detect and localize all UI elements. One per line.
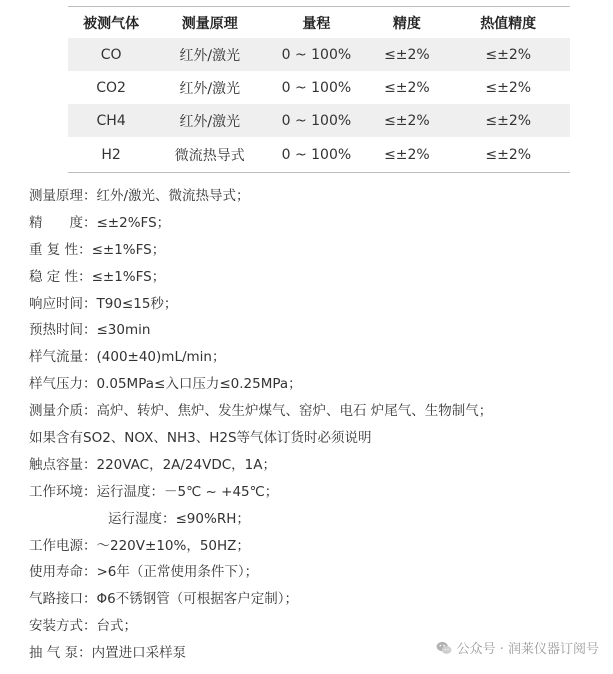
parameter-list (29, 183, 599, 667)
param-value: Φ6不锈钢管（可根据客户定制）； (96, 591, 298, 608)
param-value: ≤±1%FS； (91, 268, 166, 285)
header-heat-accuracy: 热值精度 (446, 7, 570, 39)
table-row (68, 38, 570, 71)
cell-range: 0 ~ 100% (281, 79, 352, 96)
param-repeatability (29, 237, 599, 264)
param-lifetime (29, 559, 599, 586)
cell-accuracy: ≤±2% (384, 79, 430, 96)
table-row (68, 104, 570, 137)
cell-accuracy: ≤±2% (367, 38, 446, 71)
wechat-icon (436, 640, 452, 656)
cell-principle: 红外/激光 (154, 104, 265, 137)
header-principle: 测量原理 (154, 7, 265, 39)
cell-principle: 微流热导式 (154, 137, 265, 173)
cell-range: 0 ~ 100% (265, 137, 367, 173)
param-contact-capacity (29, 452, 599, 479)
param-label: 预热时间： (29, 322, 97, 339)
cell-heat-accuracy: ≤±2% (446, 104, 570, 137)
cell-accuracy: ≤±2% (367, 104, 446, 137)
watermark-text: 公众号 · 润莱仪器订阅号 (456, 642, 599, 657)
param-humidity (29, 506, 599, 533)
param-value: 内置进口采样泵 (91, 645, 187, 662)
param-value: 红外/激光、微流热导式； (96, 188, 250, 204)
param-value: T90≤15秒； (96, 295, 178, 312)
cell-range: 0 ~ 100% (265, 104, 367, 137)
param-label: 精 度： (29, 214, 97, 231)
param-power (29, 533, 599, 560)
cell-accuracy: ≤±2% (367, 137, 446, 173)
param-label: 安装方式： (29, 618, 97, 635)
table-row (68, 71, 570, 104)
header-range: 量程 (265, 7, 367, 39)
param-label: 样气流量： (29, 349, 97, 366)
param-principle (29, 183, 599, 210)
cell-gas: CO2 (96, 79, 126, 96)
param-value: ～220V±10%，50HZ； (96, 537, 250, 554)
param-label: 响应时间： (29, 295, 97, 312)
header-gas: 被测气体 (68, 7, 154, 39)
param-value: >6年（正常使用条件下）； (96, 564, 259, 581)
table-row (68, 137, 570, 173)
param-note (29, 425, 599, 452)
param-label: 使用寿命： (29, 564, 97, 581)
param-gas-port (29, 586, 599, 613)
param-value: ≤±2%FS； (96, 214, 171, 231)
param-stability (29, 264, 599, 291)
param-label: 稳 定 性： (29, 268, 92, 285)
param-environment (29, 479, 599, 506)
param-label: 触点容量： (29, 456, 97, 473)
cell-principle: 红外/激光 (154, 38, 265, 71)
param-warmup-time (29, 317, 599, 344)
param-value: ≤±1%FS； (91, 241, 166, 258)
param-installation (29, 613, 599, 640)
param-response-time (29, 291, 599, 318)
param-sample-pressure (29, 371, 599, 398)
cell-gas: H2 (68, 137, 154, 173)
param-medium (29, 398, 599, 425)
cell-range: 0 ~ 100% (265, 38, 367, 71)
cell-gas: CH4 (68, 104, 154, 137)
param-label: 工作电源： (29, 537, 97, 554)
param-value: ≤30min (96, 322, 151, 339)
param-value: 高炉、转炉、焦炉、发生炉煤气、窑炉、电石 炉尾气、生物制气； (96, 403, 493, 420)
param-value: (400±40)mL/min； (96, 349, 226, 366)
param-value: 运行温度：－5℃ ~ +45℃； (96, 483, 279, 500)
param-label: 气路接口： (29, 591, 97, 608)
cell-heat-accuracy: ≤±2% (446, 137, 570, 173)
cell-heat-accuracy: ≤±2% (485, 79, 532, 96)
header-accuracy: 精度 (367, 7, 446, 39)
param-accuracy (29, 210, 599, 237)
param-value: 台式； (96, 618, 137, 635)
param-label: 测量原理： (29, 188, 97, 204)
param-value: 如果含有SO2、NOX、NH3、H2S等气体订货时必须说明 (29, 430, 372, 447)
param-value: 0.05MPa≤入口压力≤0.25MPa； (96, 376, 302, 393)
param-sample-flow (29, 344, 599, 371)
param-label: 样气压力： (29, 376, 97, 393)
param-label: 工作环境： (29, 483, 97, 500)
gas-spec-table (68, 6, 570, 173)
param-value: 220VAC，2A/24VDC，1A； (96, 456, 276, 473)
table-header-row (68, 7, 570, 39)
cell-heat-accuracy: ≤±2% (446, 38, 570, 71)
param-value: 运行湿度：≤90%RH； (108, 510, 250, 527)
param-label: 重 复 性： (29, 241, 92, 258)
cell-principle: 红外/激光 (179, 80, 241, 97)
param-label: 抽 气 泵： (29, 645, 92, 662)
watermark (436, 638, 599, 657)
cell-gas: CO (68, 38, 154, 71)
param-label: 测量介质： (29, 403, 97, 420)
